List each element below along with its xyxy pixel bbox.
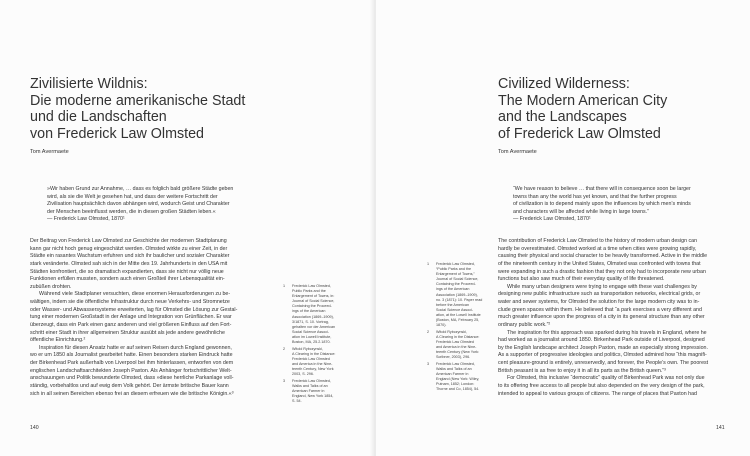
body-line: oder Wasser- und Abwassersysteme erweiterten, lag für Olmsted die Lösung zur Gestal- bbox=[30, 306, 238, 313]
footnote-line: Social Science Associ- bbox=[436, 307, 474, 312]
footnote-number: 3 bbox=[283, 378, 286, 383]
body-line: much greater influence upon the progress of a city in its general structure than any other bbox=[498, 314, 705, 321]
epigraph-line: of civilization is to depend mainly upon the influences by which men’s minds bbox=[513, 201, 691, 208]
footnote-line: Journal of Social Science, bbox=[436, 277, 479, 282]
left-epigraph bbox=[47, 186, 233, 224]
title-line: Civilized Wilderness: bbox=[498, 76, 630, 92]
footnote bbox=[427, 329, 494, 361]
body-line: British peasant is as free to enjoy it in all its parts as the British queen.”³ bbox=[498, 367, 666, 374]
epigraph-line: Zivilisation hauptsächlich davon abhängen wird, wodurch Geist und Charakter bbox=[47, 201, 230, 208]
footnote-line: Frederick Law Olmsted, bbox=[292, 284, 331, 288]
body-line: Der Beitrag von Frederick Law Olmsted zur Geschichte der modernen Stadtplanung bbox=[30, 238, 227, 244]
footnote-number: 3 bbox=[427, 361, 430, 366]
footnote-line: Journal of Social Science, bbox=[292, 299, 335, 304]
body-line: designing new public infrastructure such as transportation networks, electrical grids, or bbox=[498, 291, 701, 298]
epigraph-line: wird, als sie die Welt je gesehen hat, und dass der weitere Fortschritt der bbox=[47, 193, 218, 200]
body-line: Städten konfrontiert, die so dramatisch expandierten, dass sie nicht nur völlig neue bbox=[30, 268, 224, 275]
title-line: Zivilisierte Wildnis: bbox=[30, 76, 148, 92]
left-title bbox=[30, 76, 245, 142]
body-line: The inspiration for this approach was sparked during his travels in England, where he bbox=[507, 329, 707, 336]
footnote-line: (Boston, MA, February 25, bbox=[436, 318, 480, 323]
body-line: cent pleasure-ground is entirely, unreservedly, and forever, the People’s own. The poorest bbox=[498, 360, 709, 366]
body-line: of the nineteenth century in the United States, Olmsted was confronted with towns that bbox=[498, 260, 701, 267]
epigraph-line: — Frederick Law Olmsted, 1870¹ bbox=[47, 216, 125, 223]
epigraph-line: and characters will be affected while living in large towns.” bbox=[513, 208, 649, 215]
right-author: Tom Avermaete bbox=[498, 149, 537, 155]
epigraph-line: der Menschen beeinflusst werden, die in diesen großen Städten leben.« bbox=[47, 208, 216, 215]
left-body-text bbox=[30, 238, 237, 398]
body-line: englischen Landschaftsarchitekten Joseph Paxton. Als Anhänger fortschrittlicher Welt- bbox=[30, 367, 232, 374]
right-epigraph bbox=[513, 186, 691, 224]
right-page bbox=[376, 0, 750, 456]
epigraph-line: »Wir haben Grund zur Annahme, … dass es folglich bald größere Städte geben bbox=[47, 186, 234, 192]
footnote-line: “Public Parks and the bbox=[436, 267, 472, 272]
footnote-line: England (New York: Wiley, bbox=[436, 377, 480, 382]
body-line: For Olmsted, this inclusive “democratic” quality of Birkenhead Park was not only due bbox=[507, 375, 705, 382]
footnote-line: and America in the Nine- bbox=[292, 361, 333, 366]
footnote-line: American Farmer in bbox=[436, 371, 469, 376]
right-footnotes bbox=[427, 262, 494, 394]
body-line: stark veränderte. Olmsted sah sich in der Mitte des 19. Jahrhunderts in den USA mit bbox=[30, 260, 228, 267]
title-line: Die moderne amerikanische Stadt bbox=[30, 92, 246, 109]
body-line: hardly be overestimated. Olmsted worked at a time when cities were growing rapidly, bbox=[498, 245, 697, 252]
footnote bbox=[427, 262, 494, 328]
footnote-number: 1 bbox=[427, 262, 430, 266]
footnote bbox=[283, 378, 368, 404]
footnote-number: 2 bbox=[427, 329, 430, 334]
footnote-line: Frederick Law Olmsted, bbox=[436, 262, 475, 266]
left-page-number: 140 bbox=[30, 425, 39, 431]
epigraph-line: towns than any the world has yet known, and that the further progress bbox=[513, 193, 677, 200]
footnote-line: Association (1869–1909), bbox=[436, 292, 478, 297]
footnote-line: England, New York 1854, bbox=[292, 393, 334, 398]
footnote-line: Witold Rybczynski, bbox=[436, 329, 467, 334]
footnote-line: Enlargement of Towns,” bbox=[436, 272, 475, 277]
left-footnotes bbox=[283, 284, 368, 406]
footnote-line: teenth Century, New York bbox=[292, 367, 334, 371]
footnote-number: 2 bbox=[283, 346, 286, 351]
footnote-line: no. 3 (1871): 10. Paper read bbox=[436, 297, 483, 302]
left-page bbox=[0, 0, 374, 456]
footnote-line: Frederick Law Olmsted bbox=[292, 356, 330, 361]
epigraph-line: — Frederick Law Olmsted, 1870¹ bbox=[513, 216, 591, 223]
body-line: wo er um 1850 als Journalist gearbeitet hatte. Einen besonders starken Eindruck hatte bbox=[30, 352, 233, 359]
footnote-line: Walks and Talks of an bbox=[436, 366, 472, 371]
footnote bbox=[283, 346, 368, 378]
footnote-number: 1 bbox=[283, 284, 286, 288]
footnote-line: Enlargement of Towns, in: bbox=[292, 294, 335, 299]
footnote-line: and America in the Nine- bbox=[436, 345, 477, 349]
body-line: water and sewer systems, for Olmsted the solution for the large modern city was to in- bbox=[498, 299, 700, 305]
title-line: und die Landschaften bbox=[30, 109, 167, 126]
footnote-line: Boston, MA, 25.2.1870. bbox=[292, 340, 331, 345]
body-line: to its offering free access to all people but also depended on the very design of the park, bbox=[498, 382, 705, 389]
body-line: Funktionen erfüllen mussten, sondern auch einen Großteil ihrer Lebensqualität ein- bbox=[30, 276, 225, 283]
footnote bbox=[283, 284, 368, 345]
body-line: While many urban designers were trying to engage with these vast challenges by bbox=[507, 283, 697, 290]
footnote-line: before the American bbox=[436, 302, 470, 307]
body-line: wältigen, indem sie die öffentliche Infrastruktur durch neue Verkehrs- und Stromnetze bbox=[30, 299, 230, 305]
footnote-line: ation im Lowell Institute, bbox=[292, 334, 332, 339]
footnote-line: 2003, S. 296. bbox=[292, 372, 314, 377]
body-line: anschauungen und Politik bewunderte Olmsted, dass »diese herrliche Parkanlage voll- bbox=[30, 375, 234, 382]
body-line: Inspiration für diesen Ansatz hatte er auf seinen Reisen durch England gewonnen, bbox=[39, 344, 232, 351]
footnote-line: Public Parks and the bbox=[292, 289, 326, 294]
footnote bbox=[427, 361, 494, 393]
body-line: The contribution of Frederick Law Olmsted to the history of modern urban design can bbox=[498, 238, 698, 244]
footnote-line: Frederick Law Olmsted, bbox=[292, 378, 331, 383]
footnote-line: S. 54. bbox=[292, 399, 302, 404]
body-line: by the English landscape architect Joseph Paxton, made an especially strong impression. bbox=[498, 344, 708, 351]
footnote-line: gehalten vor der American bbox=[292, 324, 336, 329]
footnote-line: Frederick Law Olmsted bbox=[436, 339, 474, 344]
body-line: Städte ein rasantes Wachstum erfuhren und sich ihr baulicher und sozialer Charakter bbox=[30, 253, 230, 260]
body-line: schritt einer Stadt in ihrer allgemeinen Struktur ausübt als jede andere gewöhnliche bbox=[30, 329, 225, 336]
footnote-line: 1870). bbox=[436, 323, 447, 328]
body-line: ordinary public work.”² bbox=[498, 321, 551, 328]
title-line: of Frederick Law Olmsted bbox=[498, 125, 661, 142]
footnote-line: Social Science Associ- bbox=[292, 329, 330, 334]
body-line: functions but also saw much of their everyday quality of life threatened. bbox=[498, 276, 665, 283]
footnote-line: A Clearing in the Distance: bbox=[436, 334, 480, 339]
footnote-line: A Clearing in the Distance: bbox=[292, 351, 336, 356]
footnote-line: Scribner, 2003), 296. bbox=[436, 355, 471, 360]
body-line: As a supporter of progressive ideologies and politics, Olmsted admired how “this magnifi- bbox=[498, 352, 707, 359]
footnote-line: American Farmer in bbox=[292, 388, 325, 393]
footnote-line: ings of the American bbox=[292, 309, 326, 314]
body-line: der Birkenhead Park außerhalb von Liverpool bei ihm hinterlassen, entworfen von dem bbox=[30, 360, 234, 366]
right-body-text bbox=[498, 238, 708, 398]
footnote-line: Containing the Proceed- bbox=[292, 304, 332, 309]
body-line: tung einer modernen Großstadt in der Anlage und Integration von Grünflächen. Er war bbox=[30, 314, 232, 321]
footnote-line: Thorne and Co, 1854), 54. bbox=[436, 387, 480, 392]
footnote-line: 3/1871, S. 10. Vortrag, bbox=[292, 319, 329, 324]
body-line: causing their physical and social character to be heavily transformed. Active in the middle bbox=[498, 253, 708, 260]
body-line: öffentliche Einrichtung.² bbox=[30, 337, 86, 344]
footnote-line: Containing the Proceed- bbox=[436, 282, 476, 287]
body-line: Während viele Stadtplaner versuchten, diese enormen Herausforderungen zu be- bbox=[39, 291, 231, 298]
footnote-line: Witold Rybczynski, bbox=[292, 346, 323, 351]
footnote-line: Association (1869–1909), bbox=[292, 314, 334, 319]
body-line: überzeugt, dass ein Park einen ganz anderen und viel größeren Einfluss auf den Fort- bbox=[30, 321, 232, 328]
left-author: Tom Avermaete bbox=[30, 149, 69, 155]
body-line: intended to appeal to various groups of citizens. The range of places that Paxton had bbox=[498, 390, 697, 397]
footnote-line: Frederick Law Olmsted, bbox=[436, 361, 475, 366]
title-line: The Modern American City bbox=[498, 92, 668, 109]
epigraph-line: “We have reason to believe … that there will in consequence soon be larger bbox=[513, 186, 691, 192]
body-line: had worked as a journalist around 1850. Birkenhead Park outside of Liverpool, designed bbox=[498, 337, 705, 344]
body-line: ständig, vorbehaltlos und auf ewig dem Volk gehört. Der ärmste britische Bauer kann bbox=[30, 382, 229, 389]
body-line: sich in all seinen Bereichen ebenso frei an diesem erfreuen wie die britische Königin.«³ bbox=[30, 390, 234, 397]
footnote-line: teenth Century (New York: bbox=[436, 350, 480, 355]
footnote-line: Putnam, 1852; London: bbox=[436, 382, 475, 387]
body-line: kann gar nicht hoch genug eingeschätzt werden. Olmsted wirkte zu einer Zeit, in der bbox=[30, 245, 228, 252]
footnote-line: ings of the American bbox=[436, 287, 470, 292]
body-line: clude green spaces within them. He believed that “a park exercises a very different and bbox=[498, 306, 702, 313]
footnote-line: Walks and Talks of an bbox=[292, 383, 328, 388]
right-title bbox=[498, 76, 667, 142]
footnote-line: ation, at the Lowell Institute bbox=[436, 312, 481, 317]
right-page-number: 141 bbox=[716, 425, 725, 431]
title-line: and the Landscapes bbox=[498, 109, 627, 126]
body-line: zubüßen drohten. bbox=[30, 283, 72, 290]
title-line: von Frederick Law Olmsted bbox=[30, 125, 205, 142]
body-line: were expanding in such a drastic fashion that they not only had to incorporate new urban bbox=[498, 268, 706, 275]
